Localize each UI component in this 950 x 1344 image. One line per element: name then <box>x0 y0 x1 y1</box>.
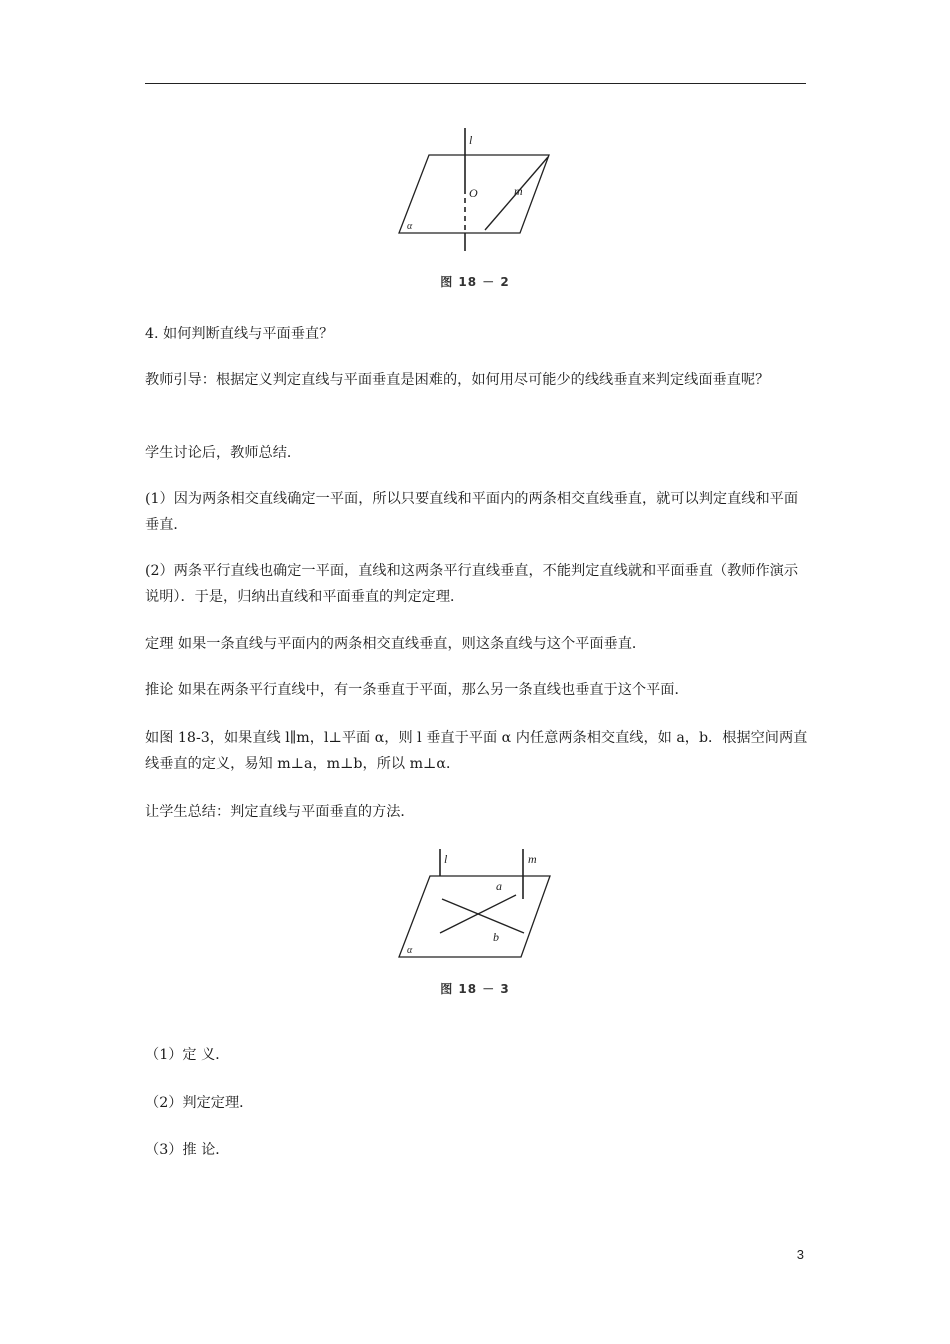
figure-18-2-diagram <box>395 122 560 254</box>
paragraph-student-summary: 让学生总结：判定直线与平面垂直的方法． <box>145 804 415 820</box>
paragraph-student-discussion: 学生讨论后，教师总结． <box>145 445 302 461</box>
label-O: O <box>469 186 478 200</box>
figure-18-3-caption: 图 18 － 3 <box>440 982 510 996</box>
paragraph-corollary: 推论 如果在两条平行直线中，有一条垂直于平面，那么另一条直线也垂直于这个平面． <box>145 682 689 698</box>
label-alpha: α <box>407 945 413 956</box>
summary-item-theorem: （2）判定定理． <box>145 1095 254 1111</box>
paragraph-question-4: 4. 如何判断直线与平面垂直？ <box>145 326 334 342</box>
figure-18-3 <box>395 843 560 963</box>
paragraph-figure-explanation: 如图 18-3，如果直线 l∥m，l⊥平面 α，则 l 垂直于平面 α 内任意两条相交直线，如 a，b．根据空间两直线垂直的定义，易知 m⊥a，m⊥b，所以 m⊥α． <box>145 730 808 772</box>
paragraph-theorem: 定理 如果一条直线与平面内的两条相交直线垂直，则这条直线与这个平面垂直． <box>145 636 647 652</box>
label-m: m <box>514 184 523 198</box>
label-b: b <box>493 930 499 944</box>
label-alpha: α <box>407 221 413 232</box>
paragraph-point-2: (2）两条平行直线也确定一平面，直线和这两条平行直线垂直，不能判定直线就和平面垂直（教师作演示说明）．于是，归纳出直线和平面垂直的判定定理． <box>145 563 799 605</box>
label-l: l <box>469 133 473 147</box>
header-rule <box>145 83 806 84</box>
label-l: l <box>444 852 448 866</box>
paragraph-teacher-guide: 教师引导：根据定义判定直线与平面垂直是困难的，如何用尽可能少的线线垂直来判定线面垂直呢？ <box>145 372 770 388</box>
line-a <box>442 899 524 933</box>
label-m: m <box>528 852 537 866</box>
label-a: a <box>496 879 502 893</box>
page-number: 3 <box>796 1247 804 1262</box>
figure-18-3-diagram <box>395 843 560 963</box>
line-b <box>440 895 516 933</box>
figure-18-2 <box>395 122 560 254</box>
summary-item-definition: （1）定 义． <box>145 1047 230 1063</box>
figure-18-2-caption: 图 18 － 2 <box>440 275 510 289</box>
paragraph-point-1: (1）因为两条相交直线确定一平面，所以只要直线和平面内的两条相交直线垂直，就可以判定直线和平面垂直． <box>145 491 799 533</box>
summary-item-corollary: （3）推 论． <box>145 1142 230 1158</box>
